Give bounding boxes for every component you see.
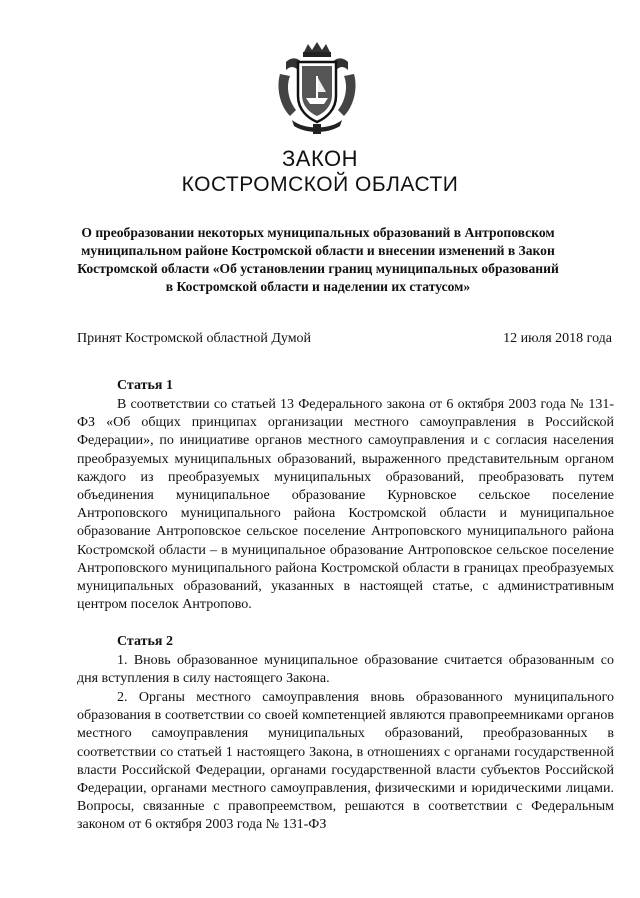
law-subtitle: О преобразовании некоторых муниципальных образований в Антроповском муниципальном районе Костромской области и внесении изменений в Закон Костромской области «Об установлении границ муниципальных образований в Костромской области и наделении их статусом» bbox=[77, 225, 559, 294]
kostroma-coat-of-arms-icon bbox=[274, 40, 360, 136]
law-title: ЗАКОН bbox=[281, 146, 359, 171]
law-region-title: КОСТРОМСКОЙ ОБЛАСТИ bbox=[181, 173, 459, 196]
article-1-text: В соответствии со статьей 13 Федерального закона от 6 октября 2003 года № 131-ФЗ «Об общих принципах организации местного самоуправления в Российской Федерации», по инициативе органов местного самоуправления и с согласия населения преобразуемых муниципальных образований, выраженного представительным органом каждого из преобразуемых муниципальных образований, преобразовать путем объединения муниципальное образование Курновское сельское поселение Антроповского муниципального района Костромской области и муниципальное образование Антроповское сельское поселение Антроповского муниципального района Костромской области – в муниципальное образование Антроповское сельское поселение Антроповского муниципального района Костромской области в границах преобразуемых муниципальных образований, указанных в настоящей статье, с административным центром поселок Антропово. bbox=[77, 397, 614, 613]
adoption-date: 12 июля 2018 года bbox=[503, 331, 612, 346]
article-1-title: Статья 1 bbox=[117, 378, 173, 393]
article-2-title: Статья 2 bbox=[117, 634, 173, 649]
article-2-paragraph-2: 2. Органы местного самоуправления вновь образованного муниципального образования в соответствии со своей компетенцией являются правопреемниками органов местного самоуправления муниципальных образований, преобразованных в соответствии со статьей 1 настоящего Закона, в отношениях с органами государственной власти Российской Федерации, органами государственной власти субъектов Российской Федерации, органами местного самоуправления, физическими и юридическими лицами. Вопросы, связанные с правопреемством, решаются в соответствии с Федеральным законом от 6 октября 2003 года № 131-ФЗ bbox=[77, 690, 614, 833]
article-2-paragraph-1: 1. Вновь образованное муниципальное образование считается образованным со дня вступления в силу настоящего Закона. bbox=[77, 653, 614, 687]
adopted-by: Принят Костромской областной Думой bbox=[77, 331, 312, 346]
